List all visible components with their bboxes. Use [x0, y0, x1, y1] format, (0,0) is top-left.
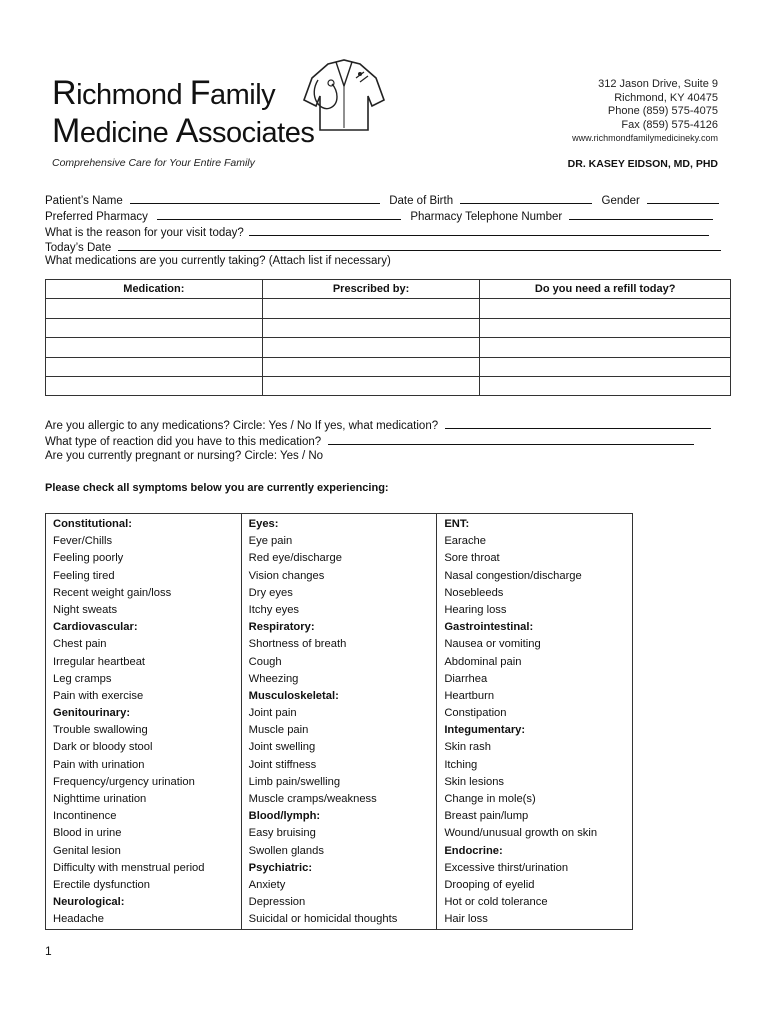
prescribed-by-cell[interactable]	[262, 357, 480, 376]
symptoms-column-3	[437, 514, 633, 930]
reaction-field[interactable]	[328, 433, 694, 445]
table-row	[46, 338, 731, 357]
allergy-medication-field[interactable]	[445, 417, 711, 429]
symptom-item[interactable]: Swollen glands	[248, 844, 324, 857]
medication-cell[interactable]	[46, 376, 263, 395]
phone-line: Phone (859) 575-4075	[607, 105, 718, 117]
medication-cell[interactable]	[46, 318, 263, 337]
reaction-row	[45, 433, 694, 448]
symptom-item[interactable]: Irregular heartbeat	[53, 655, 146, 668]
symptom-item[interactable]: Joint stiffness	[248, 758, 317, 771]
page-number: 1	[45, 944, 52, 958]
symptom-item[interactable]: Nasal congestion/discharge	[444, 569, 582, 582]
reason-field[interactable]	[249, 224, 709, 236]
symptom-item[interactable]: Feeling poorly	[53, 552, 124, 565]
symptom-item[interactable]: Constipation	[444, 707, 507, 720]
symptom-item[interactable]: Trouble swallowing	[53, 724, 148, 737]
symptom-category-heading: Blood/lymph:	[248, 810, 321, 823]
symptom-category-heading: ENT:	[444, 518, 470, 530]
symptom-item[interactable]: Fever/Chills	[53, 535, 113, 548]
symptom-item[interactable]: Red eye/discharge	[248, 552, 342, 565]
today-row	[45, 239, 721, 254]
dob-field[interactable]	[460, 192, 592, 204]
gender-field[interactable]	[647, 192, 719, 204]
symptom-item[interactable]: Change in mole(s)	[444, 793, 536, 805]
symptom-item[interactable]: Depression	[248, 896, 306, 909]
medication-cell[interactable]	[46, 357, 263, 376]
symptom-item[interactable]: Chest pain	[53, 638, 107, 651]
medications-question: What medications are you currently taking? (Attach list if necessary)	[45, 255, 391, 267]
reaction-question: What type of reaction did you have to this medication?	[45, 436, 322, 448]
symptom-category-heading: Musculoskeletal:	[248, 689, 339, 702]
symptom-item[interactable]: Earache	[444, 535, 486, 548]
symptom-item[interactable]: Recent weight gain/loss	[53, 586, 172, 599]
fax-line: Fax (859) 575-4126	[621, 118, 718, 131]
symptoms-heading: Please check all symptoms below you are currently experiencing:	[45, 482, 389, 494]
symptom-item[interactable]: Pain with urination	[53, 758, 145, 771]
doctor-name: DR. KASEY EIDSON, MD, PHD	[567, 158, 718, 170]
symptom-item[interactable]: Cough	[248, 655, 282, 668]
symptom-item[interactable]: Frequency/urgency urination	[53, 775, 195, 788]
table-row	[46, 376, 731, 395]
symptom-category-heading: Eyes:	[248, 518, 279, 530]
address-line: 312 Jason Drive, Suite 9	[598, 78, 718, 90]
symptom-category-heading: Constitutional:	[53, 518, 132, 530]
symptom-item[interactable]: Headache	[53, 913, 105, 926]
reason-label: What is the reason for your visit today?	[45, 227, 244, 239]
symptom-item[interactable]: Nighttime urination	[53, 793, 147, 805]
symptom-item[interactable]: Hot or cold tolerance	[444, 896, 548, 909]
prescribed-by-header: Prescribed by:	[262, 280, 480, 299]
symptom-category-heading: Neurological:	[53, 896, 125, 909]
symptom-item[interactable]: Anxiety	[248, 878, 286, 891]
prescribed-by-cell[interactable]	[262, 376, 480, 395]
refill-cell[interactable]	[480, 376, 731, 395]
medication-cell[interactable]	[46, 299, 263, 318]
symptom-item[interactable]: Abdominal pain	[444, 655, 522, 668]
dob-label: Date of Birth	[389, 195, 454, 207]
symptom-item[interactable]: Feeling tired	[53, 569, 115, 582]
patient-info-row	[45, 192, 719, 207]
symptom-item[interactable]: Joint swelling	[248, 741, 316, 754]
gender-label: Gender	[601, 195, 640, 207]
symptom-item[interactable]: Easy bruising	[248, 827, 316, 840]
symptom-item[interactable]: Difficulty with menstrual period	[53, 861, 205, 874]
medication-cell[interactable]	[46, 338, 263, 357]
symptom-item[interactable]: Blood in urine	[53, 827, 122, 840]
symptom-category-heading: Psychiatric:	[248, 861, 313, 874]
symptom-item[interactable]: Breast pain/lump	[444, 810, 529, 823]
allergy-question: Are you allergic to any medications? Circle: Yes / No If yes, what medication?	[45, 420, 439, 432]
symptom-item[interactable]: Dry eyes	[248, 586, 293, 599]
pharmacy-field[interactable]	[157, 208, 401, 220]
table-row	[46, 357, 731, 376]
refill-cell[interactable]	[480, 318, 731, 337]
symptom-item[interactable]: Wheezing	[248, 672, 299, 685]
symptom-item[interactable]: Eye pain	[248, 535, 293, 548]
website-link[interactable]: www.richmondfamilymedicineky.com	[572, 133, 718, 143]
symptom-item[interactable]: Night sweats	[53, 603, 118, 616]
table-row	[46, 318, 731, 337]
symptom-item[interactable]: Sore throat	[444, 552, 500, 565]
symptom-item[interactable]: Diarrhea	[444, 672, 488, 685]
symptom-item[interactable]: Incontinence	[53, 810, 117, 823]
symptom-category-heading: Gastrointestinal:	[444, 621, 534, 634]
symptom-item[interactable]: Skin lesions	[444, 775, 505, 788]
allergy-row	[45, 417, 711, 432]
reason-row	[45, 224, 709, 239]
pregnant-question: Are you currently pregnant or nursing? Circle: Yes / No	[45, 450, 324, 462]
symptom-item[interactable]: Suicidal or homicidal thoughts	[248, 913, 398, 926]
patient-name-label: Patient’s Name	[45, 195, 123, 207]
address-line: Richmond, KY 40475	[614, 91, 718, 104]
medication-table	[45, 279, 731, 396]
symptom-item[interactable]: Skin rash	[444, 741, 491, 754]
pharmacy-row	[45, 208, 713, 223]
symptom-item[interactable]: Hair loss	[444, 913, 488, 926]
medication-header: Medication:	[46, 280, 263, 299]
refill-cell[interactable]	[480, 338, 731, 357]
symptom-item[interactable]: Itchy eyes	[248, 603, 300, 616]
logo-line-2: Medicine Associates	[52, 112, 315, 150]
symptom-item[interactable]: Itching	[444, 758, 478, 771]
prescribed-by-cell[interactable]	[262, 338, 480, 357]
lab-coat-stethoscope-logo-icon	[298, 56, 390, 136]
symptom-category-heading: Genitourinary:	[53, 707, 131, 720]
symptom-item[interactable]: Heartburn	[444, 689, 495, 702]
refill-cell[interactable]	[480, 299, 731, 318]
practice-address	[572, 78, 718, 146]
symptoms-column-2	[241, 514, 437, 930]
symptom-item[interactable]: Nausea or vomiting	[444, 638, 541, 651]
symptom-category-heading: Endocrine:	[444, 844, 503, 857]
symptom-item[interactable]: Genital lesion	[53, 844, 121, 857]
symptom-item[interactable]: Erectile dysfunction	[53, 878, 151, 891]
today-field[interactable]	[118, 239, 721, 251]
symptom-item[interactable]: Excessive thirst/urination	[444, 861, 569, 874]
pharmacy-phone-field[interactable]	[569, 208, 713, 220]
medication-table-header	[46, 280, 731, 299]
prescribed-by-cell[interactable]	[262, 299, 480, 318]
symptom-item[interactable]: Hearing loss	[444, 603, 507, 616]
symptom-item[interactable]: Drooping of eyelid	[444, 878, 535, 891]
symptom-item[interactable]: Vision changes	[248, 569, 325, 582]
symptoms-column-1	[46, 514, 242, 930]
symptom-item[interactable]: Nosebleeds	[444, 586, 504, 599]
today-label: Today’s Date	[45, 242, 112, 254]
symptom-item[interactable]: Muscle cramps/weakness	[248, 793, 377, 805]
symptom-item[interactable]: Joint pain	[248, 707, 297, 720]
symptom-item[interactable]: Wound/unusual growth on skin	[444, 827, 598, 840]
refill-header: Do you need a refill today?	[480, 280, 731, 299]
table-row	[46, 299, 731, 318]
symptom-item[interactable]: Muscle pain	[248, 724, 309, 737]
logo-line-1: Richmond Family	[52, 74, 276, 112]
symptom-item[interactable]: Dark or bloody stool	[53, 741, 153, 754]
symptom-category-heading: Cardiovascular:	[53, 621, 138, 634]
symptom-item[interactable]: Limb pain/swelling	[248, 775, 341, 788]
symptom-category-heading: Respiratory:	[248, 621, 315, 634]
refill-cell[interactable]	[480, 357, 731, 376]
pharmacy-label: Preferred Pharmacy	[45, 211, 148, 223]
symptoms-row	[46, 514, 633, 930]
patient-name-field[interactable]	[130, 192, 380, 204]
tagline: Comprehensive Care for Your Entire Family	[52, 157, 255, 169]
symptom-item[interactable]: Leg cramps	[53, 672, 112, 685]
symptom-item[interactable]: Pain with exercise	[53, 689, 144, 702]
pharmacy-phone-label: Pharmacy Telephone Number	[410, 211, 563, 223]
symptom-item[interactable]: Shortness of breath	[248, 638, 347, 651]
symptoms-table	[45, 513, 633, 930]
symptom-category-heading: Integumentary:	[444, 724, 526, 737]
prescribed-by-cell[interactable]	[262, 318, 480, 337]
